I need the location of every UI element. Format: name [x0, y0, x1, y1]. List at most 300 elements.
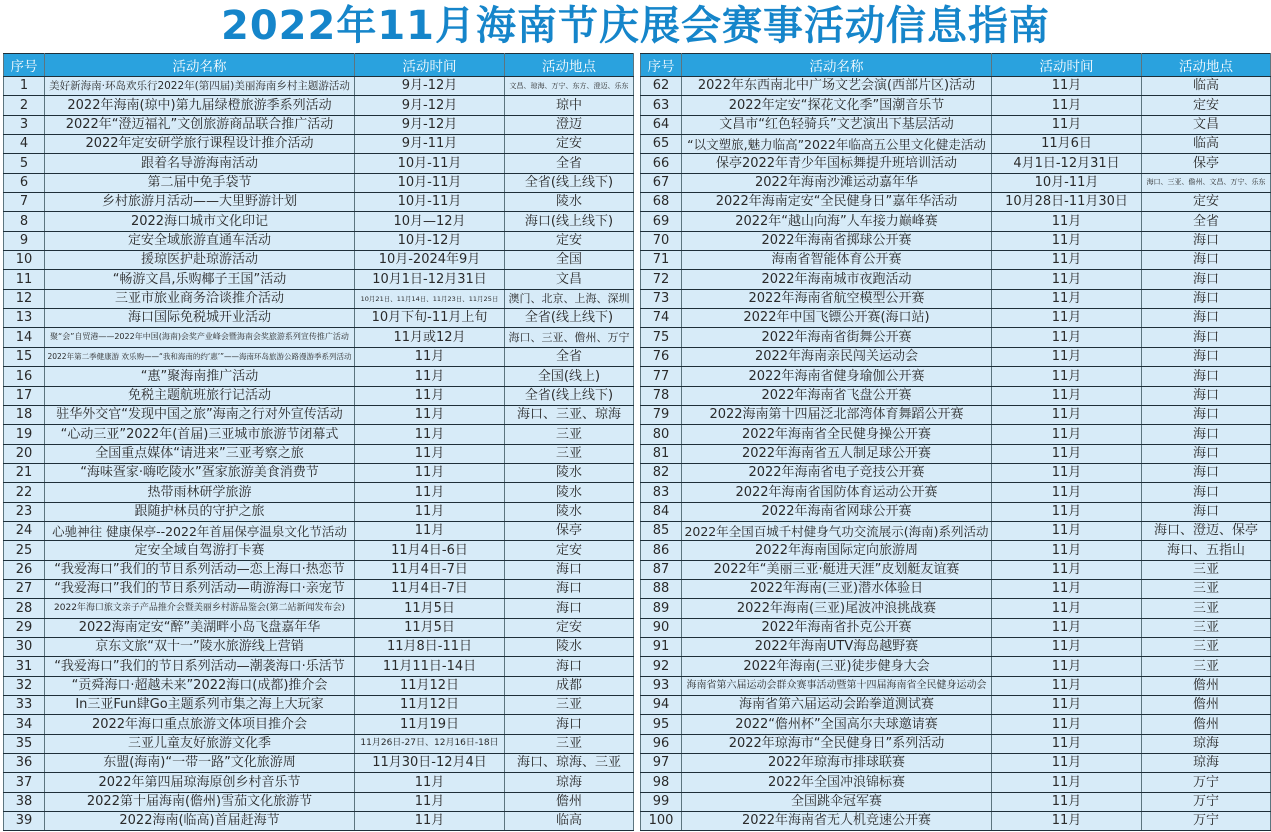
cell-name: “海味疍家·嗨吃陵水”疍家旅游美食消费节 [45, 463, 355, 482]
cell-no: 23 [4, 502, 45, 521]
cell-time: 11月6日 [992, 135, 1142, 154]
cell-no: 81 [641, 444, 682, 463]
cell-no: 32 [4, 676, 45, 695]
cell-place: 海口 [1142, 444, 1271, 463]
cell-name: 免税主题航班旅行记活动 [45, 386, 355, 405]
cell-place: 海口 [1142, 502, 1271, 521]
table-row [641, 657, 1271, 676]
cell-time: 11月26日-27日、12月16日-18日 [355, 734, 505, 753]
table-row [641, 77, 1271, 96]
column-header: 活动地点 [505, 54, 634, 77]
cell-no: 98 [641, 773, 682, 792]
cell-no: 72 [641, 270, 682, 289]
table-row [641, 754, 1271, 773]
cell-name: 2022年海南省掷球公开赛 [682, 231, 992, 250]
cell-no: 94 [641, 696, 682, 715]
cell-time: 11月 [992, 251, 1142, 270]
cell-time: 11月 [355, 425, 505, 444]
cell-time: 11月 [992, 657, 1142, 676]
cell-no: 16 [4, 367, 45, 386]
cell-no: 68 [641, 193, 682, 212]
cell-time: 10月-11月 [355, 173, 505, 192]
cell-time: 11月 [992, 444, 1142, 463]
cell-time: 11月 [992, 405, 1142, 424]
cell-no: 82 [641, 463, 682, 482]
cell-place: 陵水 [505, 463, 634, 482]
cell-place: 海口 [1142, 386, 1271, 405]
cell-no: 36 [4, 754, 45, 773]
cell-name: 2022年东西南北中广场文艺会演(西部片区)活动 [682, 77, 992, 96]
cell-place: 保亭 [1142, 154, 1271, 173]
cell-place: 海口 [1142, 251, 1271, 270]
cell-name: 文昌市“红色轻骑兵”文艺演出下基层活动 [682, 115, 992, 134]
cell-no: 38 [4, 792, 45, 811]
cell-place: 定安 [505, 618, 634, 637]
cell-no: 97 [641, 754, 682, 773]
table-row [641, 154, 1271, 173]
cell-name: 保亭2022年青少年国标舞提升班培训活动 [682, 154, 992, 173]
cell-name: “我爱海口”我们的节日系列活动—萌游海口·亲宠节 [45, 579, 355, 598]
cell-name: 海南省第六届运动会跆拳道测试赛 [682, 696, 992, 715]
cell-place: 海口、五指山 [1142, 541, 1271, 560]
cell-place: 海口 [1142, 463, 1271, 482]
table-row [4, 618, 634, 637]
cell-place: 三亚 [505, 444, 634, 463]
cell-time: 11月 [992, 696, 1142, 715]
cell-place: 陵水 [505, 502, 634, 521]
cell-name: 2022海南定安“醉”美湖畔小岛飞盘嘉年华 [45, 618, 355, 637]
table-row [641, 135, 1271, 154]
cell-name: 2022年全国冲浪锦标赛 [682, 773, 992, 792]
cell-no: 77 [641, 367, 682, 386]
column-header: 活动时间 [992, 54, 1142, 77]
table-row [4, 405, 634, 424]
cell-time: 11月 [992, 386, 1142, 405]
cell-time: 11月 [992, 309, 1142, 328]
cell-no: 15 [4, 347, 45, 366]
cell-time: 11月 [355, 386, 505, 405]
cell-time: 11月4日-6日 [355, 541, 505, 560]
cell-no: 65 [641, 135, 682, 154]
cell-place: 三亚 [1142, 560, 1271, 579]
cell-place: 海口 [1142, 483, 1271, 502]
cell-no: 69 [641, 212, 682, 231]
cell-name: 2022海南第十四届泛北部湾体育舞蹈公开赛 [682, 405, 992, 424]
table-row [4, 637, 634, 656]
cell-time: 11月4日-7日 [355, 560, 505, 579]
cell-time: 10月下旬-11月上旬 [355, 309, 505, 328]
cell-time: 10月-2024年9月 [355, 251, 505, 270]
cell-no: 2 [4, 96, 45, 115]
cell-name: 聚“会”自贸港——2022年中国(海南)会奖产业峰会暨海南会奖旅游系列宣传推广活动 [45, 328, 355, 347]
cell-time: 11月 [355, 521, 505, 540]
table-row [641, 579, 1271, 598]
cell-time: 10月-11月 [992, 173, 1142, 192]
table-row [641, 347, 1271, 366]
table-row [4, 599, 634, 618]
cell-no: 28 [4, 599, 45, 618]
table-row [4, 463, 634, 482]
cell-time: 11月 [992, 599, 1142, 618]
table-row [641, 696, 1271, 715]
cell-no: 80 [641, 425, 682, 444]
cell-place: 定安 [505, 231, 634, 250]
cell-time: 10月—12月 [355, 212, 505, 231]
cell-name: 京东文旅“双十一”陵水旅游线上营销 [45, 637, 355, 656]
table-row [4, 657, 634, 676]
cell-name: 2022年海口旅文亲子产品推介会暨美丽乡村游品鉴会(第二站新闻发布会) [45, 599, 355, 618]
cell-place: 海口 [505, 599, 634, 618]
cell-name: 乡村旅游月活动——大里野游计划 [45, 193, 355, 212]
cell-name: 2022年海南省五人制足球公开赛 [682, 444, 992, 463]
cell-time: 9月-12月 [355, 115, 505, 134]
cell-name: 2022年海南国际定向旅游周 [682, 541, 992, 560]
cell-name: 2022年海南省健身瑜伽公开赛 [682, 367, 992, 386]
table-row [641, 773, 1271, 792]
cell-place: 儋州 [1142, 715, 1271, 734]
cell-time: 11月4日-7日 [355, 579, 505, 598]
cell-no: 92 [641, 657, 682, 676]
cell-place: 海口 [1142, 270, 1271, 289]
column-header: 活动名称 [45, 54, 355, 77]
cell-no: 73 [641, 289, 682, 308]
cell-time: 11月 [992, 483, 1142, 502]
cell-time: 4月1日-12月31日 [992, 154, 1142, 173]
table-row [641, 599, 1271, 618]
cell-time: 11月 [355, 347, 505, 366]
cell-place: 琼中 [505, 96, 634, 115]
cell-name: 2022年海南城市夜跑活动 [682, 270, 992, 289]
table-row [641, 425, 1271, 444]
cell-time: 11月 [992, 96, 1142, 115]
column-header: 序号 [641, 54, 682, 77]
cell-name: 2022年海南省航空模型公开赛 [682, 289, 992, 308]
table-row [641, 444, 1271, 463]
cell-name: 2022第十届海南(儋州)雪茄文化旅游节 [45, 792, 355, 811]
cell-no: 31 [4, 657, 45, 676]
cell-place: 定安 [1142, 96, 1271, 115]
cell-no: 18 [4, 405, 45, 424]
cell-time: 11月5日 [355, 618, 505, 637]
cell-place: 万宁 [1142, 773, 1271, 792]
table-row [4, 347, 634, 366]
cell-time: 11月 [992, 521, 1142, 540]
table-row [641, 618, 1271, 637]
cell-name: 2022年海南亲民闯关运动会 [682, 347, 992, 366]
cell-name: 2022年海口重点旅游文体项目推介会 [45, 715, 355, 734]
cell-name: 全国跳伞冠军赛 [682, 792, 992, 811]
cell-no: 93 [641, 676, 682, 695]
cell-time: 11月 [355, 405, 505, 424]
table-row [4, 212, 634, 231]
cell-place: 临高 [1142, 77, 1271, 96]
cell-no: 86 [641, 541, 682, 560]
table-row [4, 193, 634, 212]
table-row [4, 289, 634, 308]
cell-no: 78 [641, 386, 682, 405]
cell-time: 11月 [355, 367, 505, 386]
table-row [641, 715, 1271, 734]
cell-time: 11月 [992, 773, 1142, 792]
table-row [641, 115, 1271, 134]
cell-place: 定安 [505, 541, 634, 560]
table-row [641, 328, 1271, 347]
cell-name: 定安全域自驾游打卡赛 [45, 541, 355, 560]
table-row [4, 154, 634, 173]
cell-time: 11月 [992, 328, 1142, 347]
cell-time: 9月-12月 [355, 96, 505, 115]
table-row [4, 309, 634, 328]
cell-time: 11月11日-14日 [355, 657, 505, 676]
tables-container [0, 53, 1271, 831]
table-row [641, 676, 1271, 695]
cell-name: 全国重点媒体“请进来”三亚考察之旅 [45, 444, 355, 463]
table-row [641, 560, 1271, 579]
cell-name: 三亚儿童友好旅游文化季 [45, 734, 355, 753]
cell-place: 万宁 [1142, 812, 1271, 831]
cell-place: 海口 [1142, 405, 1271, 424]
cell-name: 援琼医护赴琼游活动 [45, 251, 355, 270]
cell-name: “我爱海口”我们的节日系列活动—恋上海口·热恋节 [45, 560, 355, 579]
cell-name: 2022年定安研学旅行课程设计推介活动 [45, 135, 355, 154]
cell-place: 儋州 [1142, 676, 1271, 695]
cell-time: 11月 [992, 367, 1142, 386]
cell-time: 11月 [992, 231, 1142, 250]
cell-no: 17 [4, 386, 45, 405]
cell-time: 11月 [992, 734, 1142, 753]
table-row [4, 812, 634, 831]
cell-no: 20 [4, 444, 45, 463]
cell-no: 84 [641, 502, 682, 521]
cell-place: 陵水 [505, 637, 634, 656]
cell-time: 11月 [992, 212, 1142, 231]
column-header: 活动名称 [682, 54, 992, 77]
table-row [4, 270, 634, 289]
cell-time: 11月 [355, 792, 505, 811]
cell-place: 成都 [505, 676, 634, 695]
cell-place: 临高 [505, 812, 634, 831]
cell-place: 海口、三亚、儋州、万宁 [505, 328, 634, 347]
cell-no: 29 [4, 618, 45, 637]
cell-no: 90 [641, 618, 682, 637]
cell-place: 三亚 [1142, 599, 1271, 618]
cell-place: 儋州 [505, 792, 634, 811]
cell-time: 11月 [992, 754, 1142, 773]
cell-name: 2022年海南省街舞公开赛 [682, 328, 992, 347]
cell-name: 2022海南(临高)首届赶海节 [45, 812, 355, 831]
cell-no: 6 [4, 173, 45, 192]
cell-time: 10月-12月 [355, 231, 505, 250]
cell-no: 12 [4, 289, 45, 308]
cell-name: 东盟(海南)“一带一路”文化旅游周 [45, 754, 355, 773]
cell-time: 9月-11月 [355, 135, 505, 154]
table-row [641, 483, 1271, 502]
cell-no: 26 [4, 560, 45, 579]
cell-time: 11月 [355, 812, 505, 831]
cell-no: 88 [641, 579, 682, 598]
cell-place: 三亚 [1142, 579, 1271, 598]
table-row [641, 193, 1271, 212]
cell-place: 三亚 [1142, 657, 1271, 676]
table-row [4, 560, 634, 579]
table-row [4, 231, 634, 250]
cell-name: 定安全域旅游直通车活动 [45, 231, 355, 250]
cell-time: 10月21日、11月14日、11月23日、11月25日 [355, 289, 505, 308]
cell-time: 11月8日-11日 [355, 637, 505, 656]
cell-time: 11月或12月 [355, 328, 505, 347]
cell-place: 陵水 [505, 483, 634, 502]
cell-place: 定安 [505, 135, 634, 154]
cell-place: 全省(线上线下) [505, 309, 634, 328]
column-header: 活动地点 [1142, 54, 1271, 77]
cell-time: 10月-11月 [355, 154, 505, 173]
cell-place: 海口 [1142, 367, 1271, 386]
cell-time: 9月-12月 [355, 77, 505, 96]
table-row [4, 96, 634, 115]
cell-no: 5 [4, 154, 45, 173]
cell-place: 文昌 [505, 270, 634, 289]
cell-no: 30 [4, 637, 45, 656]
cell-time: 11月 [992, 347, 1142, 366]
cell-time: 11月30日-12月4日 [355, 754, 505, 773]
cell-place: 琼海 [1142, 734, 1271, 753]
cell-name: 2022年海南省飞盘公开赛 [682, 386, 992, 405]
cell-name: 热带雨林研学旅游 [45, 483, 355, 502]
table-row [641, 405, 1271, 424]
table-row [4, 135, 634, 154]
cell-name: 2022年海南UTV海岛越野赛 [682, 637, 992, 656]
cell-time: 11月 [992, 812, 1142, 831]
cell-place: 琼海 [1142, 754, 1271, 773]
cell-place: 万宁 [1142, 792, 1271, 811]
cell-name: 2022年“澄迈福礼”文创旅游商品联合推广活动 [45, 115, 355, 134]
cell-time: 11月19日 [355, 715, 505, 734]
cell-place: 海口、琼海、三亚 [505, 754, 634, 773]
cell-time: 11月 [355, 483, 505, 502]
cell-no: 13 [4, 309, 45, 328]
cell-place: 海口 [1142, 231, 1271, 250]
cell-time: 11月 [355, 502, 505, 521]
cell-name: 2022年琼海市排球联赛 [682, 754, 992, 773]
cell-no: 67 [641, 173, 682, 192]
cell-no: 89 [641, 599, 682, 618]
cell-place: 海口 [1142, 309, 1271, 328]
table-row [4, 251, 634, 270]
table-row [4, 579, 634, 598]
table-row [641, 502, 1271, 521]
table-row [4, 502, 634, 521]
cell-time: 11月 [355, 444, 505, 463]
table-row [4, 425, 634, 444]
cell-no: 64 [641, 115, 682, 134]
cell-time: 11月 [992, 77, 1142, 96]
cell-place: 定安 [1142, 193, 1271, 212]
cell-place: 澄迈 [505, 115, 634, 134]
cell-time: 11月 [992, 792, 1142, 811]
table-row [4, 734, 634, 753]
table-row [641, 173, 1271, 192]
cell-name: 2022年海南(三亚)徒步健身大会 [682, 657, 992, 676]
cell-name: 驻华外交官“发现中国之旅”海南之行对外宣传活动 [45, 405, 355, 424]
cell-no: 8 [4, 212, 45, 231]
table-row [4, 696, 634, 715]
cell-name: “畅游文昌,乐购椰子王国”活动 [45, 270, 355, 289]
cell-place: 保亭 [505, 521, 634, 540]
table-row [641, 386, 1271, 405]
table-row [641, 521, 1271, 540]
table-row [641, 541, 1271, 560]
cell-no: 87 [641, 560, 682, 579]
cell-no: 91 [641, 637, 682, 656]
cell-place: 全省(线上线下) [505, 173, 634, 192]
cell-name: “贡舜海口·超越未来”2022海口(成都)推介会 [45, 676, 355, 695]
cell-no: 10 [4, 251, 45, 270]
cell-no: 74 [641, 309, 682, 328]
cell-no: 4 [4, 135, 45, 154]
cell-place: 海口 [505, 579, 634, 598]
cell-no: 62 [641, 77, 682, 96]
cell-no: 85 [641, 521, 682, 540]
table-row [4, 541, 634, 560]
cell-time: 11月 [992, 618, 1142, 637]
cell-name: 2022年海南省国防体育运动公开赛 [682, 483, 992, 502]
cell-no: 35 [4, 734, 45, 753]
cell-place: 全省(线上线下) [505, 386, 634, 405]
cell-no: 9 [4, 231, 45, 250]
cell-name: “我爱海口”我们的节日系列活动—潮袭海口·乐活节 [45, 657, 355, 676]
cell-name: 2022年定安“探花文化季”国潮音乐节 [682, 96, 992, 115]
cell-name: 海南省智能体育公开赛 [682, 251, 992, 270]
page-title: 2022年11月海南节庆展会赛事活动信息指南 [221, 3, 1050, 49]
cell-name: 2022年海南省扑克公开赛 [682, 618, 992, 637]
cell-no: 100 [641, 812, 682, 831]
cell-place: 海口、澄迈、保亭 [1142, 521, 1271, 540]
cell-no: 3 [4, 115, 45, 134]
cell-name: 2022年琼海市“全民健身日”系列活动 [682, 734, 992, 753]
cell-time: 11月 [355, 463, 505, 482]
cell-place: 海口 [1142, 289, 1271, 308]
cell-no: 99 [641, 792, 682, 811]
table-row [4, 444, 634, 463]
table-row [4, 676, 634, 695]
cell-name: “心动三亚”2022年(首届)三亚城市旅游节闭幕式 [45, 425, 355, 444]
cell-time: 11月 [992, 541, 1142, 560]
cell-time: 11月 [992, 579, 1142, 598]
cell-name: In三亚Fun肆Go主题系列市集之海上大玩家 [45, 696, 355, 715]
cell-no: 95 [641, 715, 682, 734]
cell-name: 2022年中国飞镖公开赛(海口站) [682, 309, 992, 328]
cell-time: 11月 [992, 289, 1142, 308]
table-row [641, 96, 1271, 115]
cell-no: 34 [4, 715, 45, 734]
cell-name: 2022年海南省全民健身操公开赛 [682, 425, 992, 444]
cell-no: 33 [4, 696, 45, 715]
cell-name: 美好新海南·环岛欢乐行2022年(第四届)美丽海南乡村主题游活动 [45, 77, 355, 96]
cell-place: 临高 [1142, 135, 1271, 154]
cell-name: 2022“儋州杯”全国高尔夫球邀请赛 [682, 715, 992, 734]
cell-no: 76 [641, 347, 682, 366]
table-row [641, 309, 1271, 328]
cell-time: 11月 [992, 560, 1142, 579]
table-row [641, 212, 1271, 231]
cell-no: 96 [641, 734, 682, 753]
cell-place: 海口(线上线下) [505, 212, 634, 231]
cell-place: 全国 [505, 251, 634, 270]
cell-place: 全国(线上) [505, 367, 634, 386]
cell-time: 11月 [992, 115, 1142, 134]
table-row [641, 251, 1271, 270]
cell-no: 21 [4, 463, 45, 482]
